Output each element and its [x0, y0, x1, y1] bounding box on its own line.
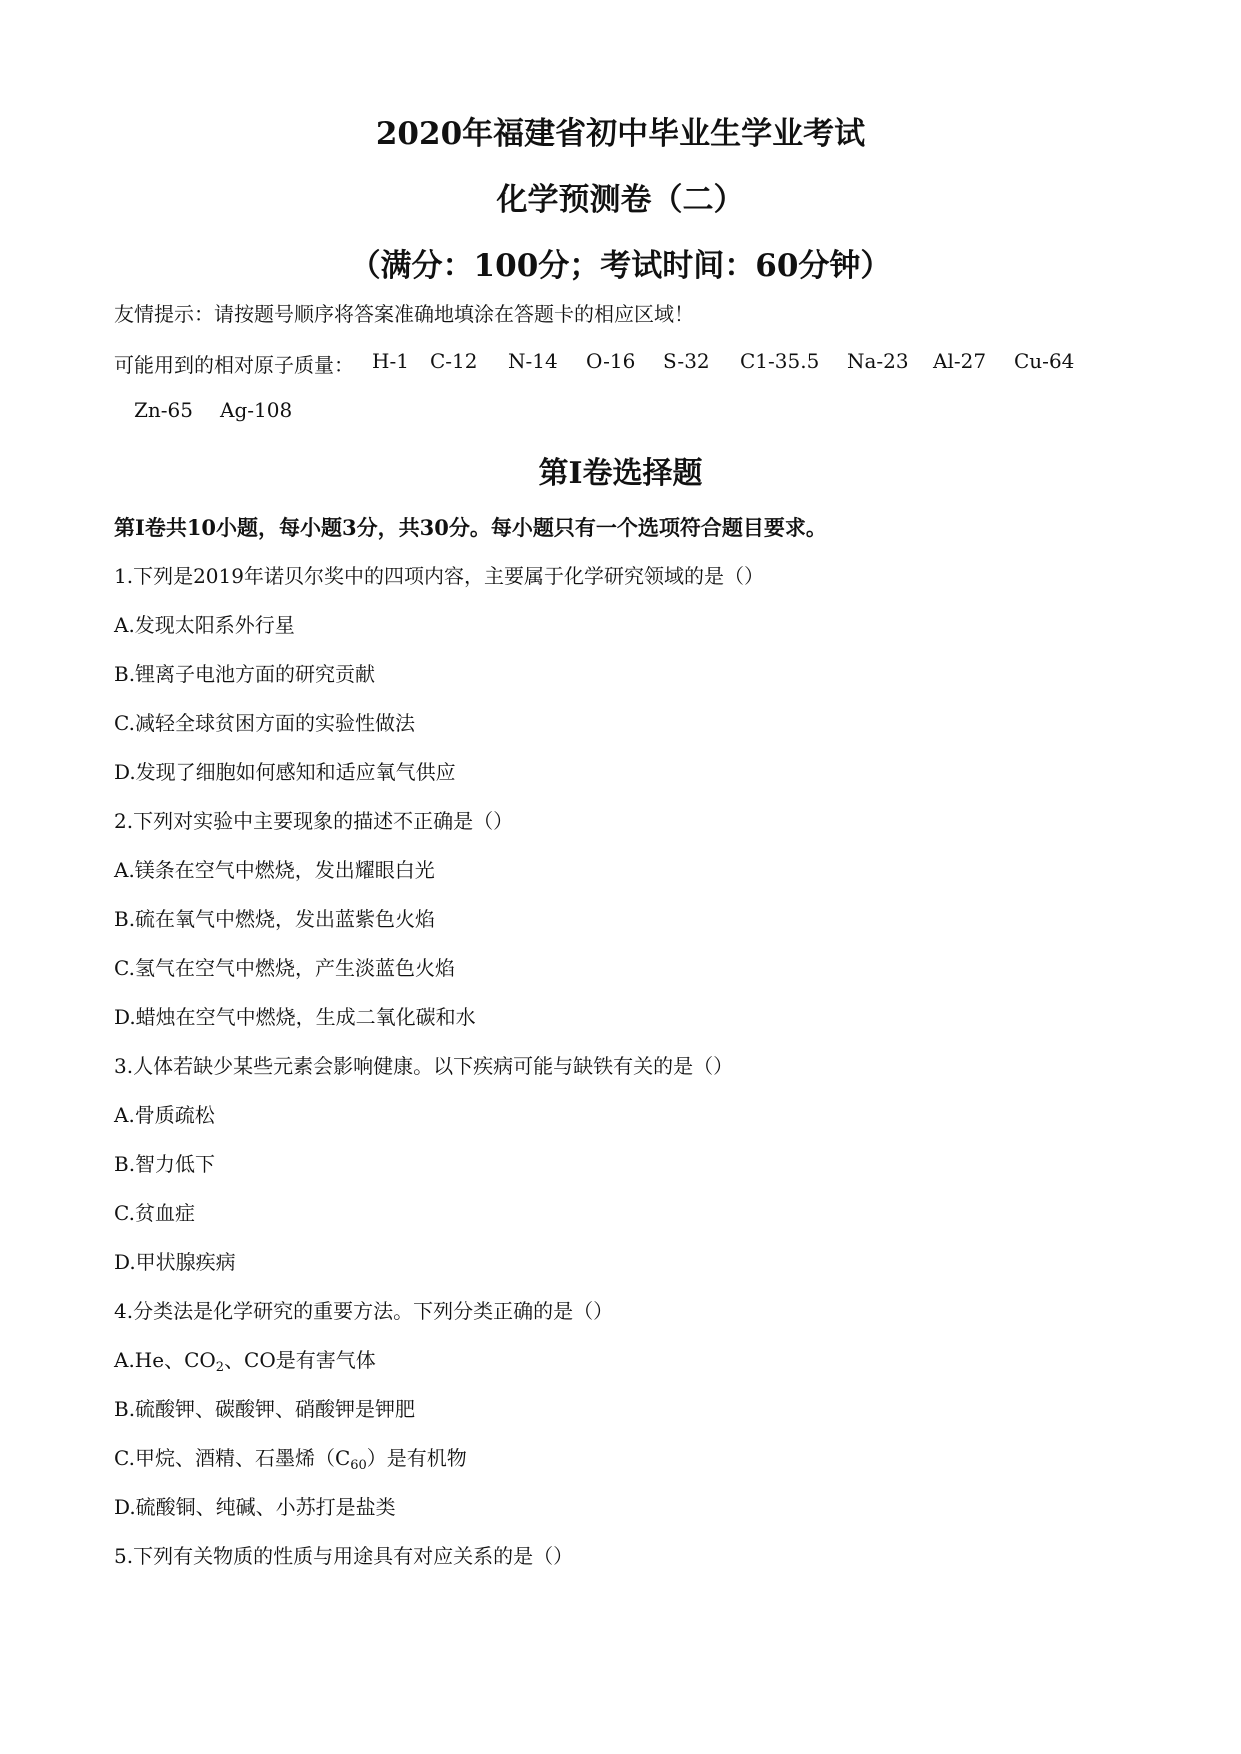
option-b: B.硫在氧气中燃烧，发出蓝紫色火焰 — [114, 907, 436, 931]
mass-item: N-14 — [508, 349, 558, 373]
option-d: D.蜡烛在空气中燃烧，生成二氧化碳和水 — [114, 1005, 476, 1029]
question-stem: 4.分类法是化学研究的重要方法。下列分类正确的是（） — [114, 1299, 614, 1323]
question-stem: 5.下列有关物质的性质与用途具有对应关系的是（） — [114, 1544, 574, 1568]
mass-item: Na-23 — [847, 349, 909, 373]
mass-item: Al-27 — [933, 349, 987, 373]
option-a: A.骨质疏松 — [114, 1103, 215, 1127]
option-c — [114, 1444, 467, 1480]
option-c-text-end: ）是有机物 — [366, 1446, 467, 1470]
option-d: D.甲状腺疾病 — [114, 1250, 236, 1274]
option-d: D.硫酸铜、纯碱、小苏打是盐类 — [114, 1495, 396, 1519]
option-a-text-end: 、CO是有害气体 — [224, 1348, 376, 1372]
subscript: 60 — [350, 1458, 367, 1473]
option-a: A.镁条在空气中燃烧，发出耀眼白光 — [114, 858, 435, 882]
exam-title: 2020年福建省初中毕业生学业考试 — [375, 116, 866, 152]
mass-item: C1-35.5 — [740, 349, 820, 373]
subscript: 2 — [215, 1360, 225, 1375]
option-c: C.氢气在空气中燃烧，产生淡蓝色火焰 — [114, 956, 455, 980]
mass-item: Zn-65 — [134, 398, 193, 422]
notice-text: 友情提示：请按题号顺序将答案准确地填涂在答题卡的相应区域！ — [114, 302, 694, 326]
option-a: A.发现太阳系外行星 — [114, 613, 295, 637]
exam-meta: （满分：100分；考试时间：60分钟） — [349, 248, 892, 284]
section-instructions: 第Ⅰ卷共10小题，每小题3分，共30分。每小题只有一个选项符合题目要求。 — [114, 515, 827, 540]
option-c-text: C.甲烷、酒精、石墨烯（C — [114, 1446, 351, 1470]
option-c: C.贫血症 — [114, 1201, 195, 1225]
option-b: B.智力低下 — [114, 1152, 216, 1176]
mass-item: Cu-64 — [1014, 349, 1075, 373]
atomic-masses-label: 可能用到的相对原子质量： — [114, 353, 354, 377]
mass-item: O-16 — [586, 349, 636, 373]
option-a-text: A.He、CO — [114, 1348, 216, 1372]
mass-item: S-32 — [663, 349, 710, 373]
mass-item: C-12 — [430, 349, 478, 373]
option-c: C.减轻全球贫困方面的实验性做法 — [114, 711, 415, 735]
mass-item: H-1 — [372, 349, 409, 373]
option-b: B.硫酸钾、碳酸钾、硝酸钾是钾肥 — [114, 1397, 416, 1421]
option-b: B.锂离子电池方面的研究贡献 — [114, 662, 376, 686]
mass-item: Ag-108 — [220, 398, 293, 422]
section-title: 第I卷选择题 — [538, 456, 703, 491]
question-stem: 3.人体若缺少某些元素会影响健康。以下疾病可能与缺铁有关的是（） — [114, 1054, 734, 1078]
exam-subtitle: 化学预测卷（二） — [496, 182, 745, 218]
question-stem: 2.下列对实验中主要现象的描述不正确是（） — [114, 809, 514, 833]
question-stem: 1.下列是2019年诺贝尔奖中的四项内容，主要属于化学研究领域的是（） — [114, 564, 764, 588]
option-d: D.发现了细胞如何感知和适应氧气供应 — [114, 760, 456, 784]
option-a — [114, 1346, 376, 1382]
